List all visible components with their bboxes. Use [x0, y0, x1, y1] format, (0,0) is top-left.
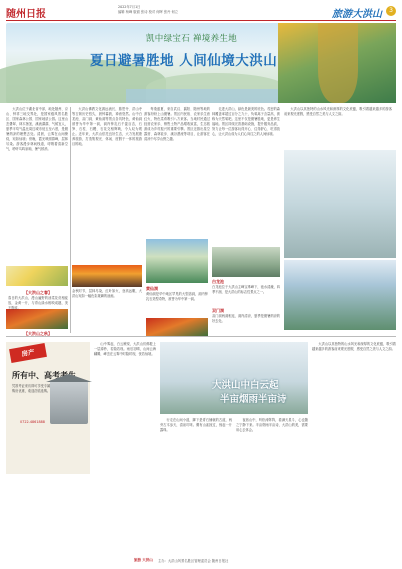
photo-stone-path — [212, 247, 280, 277]
feature-title-line1: 大洪山中白云起 — [212, 380, 279, 391]
article-column: 大洪山佛教文化源远流长，慈恩寺、洪山寺等古刹历史悠久，晨钟暮鼓，禅意悠然。山中白龙池、双门洞、黄仙洞等景点各具特色，黄仙洞被誉为华中第一洞，洞内钟乳石千姿百态，石笋、石柱、石幔、石花交相辉映，令人叹为观止。近年来，大洪山依托良好生态，大力发展康养旅游，打造集观光、休闲、度假于一体的旅游目的地。 — [72, 107, 142, 147]
hero-lake — [126, 89, 286, 103]
hero-banner — [6, 23, 396, 103]
masthead-rule — [6, 20, 396, 21]
caption-title: 黄仙洞 — [146, 286, 158, 291]
article-column: 夜宿山中，听松涛阵阵，看满天星斗，心也随之宁静下来。半亩烟雨半亩诗，大洪山的美，需要用心去体会。 — [236, 418, 308, 433]
article-column: 山中雾起，白云缭绕，大洪山仿佛披上一层薄纱，若隐若现。雨后初晴，山间云海翻腾，峰峦在云雾中时隐时现，恍若仙境。 — [94, 342, 156, 357]
issue-date: 2022年7月1日 — [118, 5, 141, 9]
ad-box — [6, 342, 90, 474]
article-column: 行走在山间小道，脚下是青石铺就的古道，两旁古木参天，清泉叮咚。偶有山雀掠过，惊起一片露珠。 — [160, 418, 232, 433]
hero-subtitle: 凯中绿宝石 禅境养生地 — [146, 34, 238, 44]
photo-spring — [6, 266, 68, 286]
photo-lake — [284, 260, 396, 330]
article-column: 大洪山以其独特的山水风光和深厚的文化底蕴，吸引着越来越多的游客前来观光度假，感受自然之美与人文之韵。 — [312, 342, 396, 352]
article-column: 每逢盛夏，来自武汉、襄阳、随州等地的游客纷纷上山避暑。景区内民宿、农家乐生意红火，特色菜肴吸引八方来客。当地村民通过经营农家乐、销售土特产品增收致富，生态旅游成为乡村振兴的重要引擎。景区还推出星空露营、森林徒步、溪谷漂流等项目，让游客在清凉中尽享山野之趣。 — [144, 107, 210, 142]
caption-title: 【大洪山之春】 — [24, 290, 52, 295]
editor-credits: 编辑 杨峰 版面 张诗 校对 何晖 张丹 何立 — [118, 9, 179, 14]
section-name: 旅游大洪山 — [332, 9, 382, 20]
caption-title: 双门洞 — [212, 308, 224, 313]
ad-title: 所有中、高考考生 — [12, 371, 76, 380]
issue-info — [118, 5, 178, 14]
photo-wooden-house — [284, 150, 396, 258]
ad-house-image — [50, 380, 88, 424]
ad-phone: 0722-4861888 — [20, 420, 45, 424]
feature-title-line2: 半亩烟雨半亩诗 — [220, 394, 287, 405]
footer-publisher: 主办：大洪山风景名胜区管理委员会 随州日报社 — [158, 559, 229, 563]
ad-badge: 房产 — [9, 343, 47, 363]
caption-text: 春日的大洪山，漫山遍野的油菜花竞相绽放，金黄一片，与青山绿水相映成趣，美不胜收。 — [8, 296, 68, 310]
caption-text: 双门洞两洞相连，洞内清凉，夏季是避暑纳凉的好去处。 — [212, 314, 280, 323]
photo-red-leaves — [146, 318, 208, 336]
caption-title: 白龙池 — [212, 279, 224, 284]
caption-text: 金秋时节，层林尽染，红叶如火，登高远眺，大洪山宛如一幅色彩斑斓的油画。 — [72, 289, 142, 298]
section-divider — [6, 336, 396, 337]
photo-river — [146, 239, 208, 283]
photo-autumn — [6, 309, 68, 329]
caption-title: 【大洪山之秋】 — [24, 331, 52, 336]
hero-autumn-trees — [318, 23, 358, 103]
caption-text: 黄仙洞是华中地区罕见的大型溶洞，洞内钟乳石造型奇特，被誉为华中第一洞。 — [146, 292, 208, 301]
caption-text: 白龙池位于大洪山主峰宝珠峰下，池水清澈，四季不涸，是大洪山的标志性景点之一。 — [212, 285, 280, 294]
page-number: 3 — [386, 6, 396, 16]
article-column: 大洪山以其独特的山水风光和深厚的文化底蕴，吸引着越来越多的游客前来观光度假，感受自然之美与人文之韵。 — [284, 107, 392, 117]
photo-sunset — [72, 265, 142, 287]
article-column: 大洪山位于湖北省中部，地处随州、京山、钟祥三地交界处，是国家级风景名胜区、国家森林公园、国家地质公园。这里山峦叠翠，林木葱茏，溪流潺潺，气候宜人，夏季平均气温比周边城市低五至六度，是避暑纳凉的理想去处。清晨，云雾在山间缭绕，宛如仙境；傍晚，霞光映照群峰，层林尽染。游客漫步林间栈道，呼吸着清新空气，聆听鸟鸣泉响，暑气顿消。 — [6, 107, 68, 152]
article-column: 走进大洪山，绿色是最美的底色。茂密的森林覆盖率超过百分之九十，负氧离子含量高，被称为天然氧吧。这里不仅是避暑胜地，更是养生福地。景区持续完善基础设施，提升服务品质，努力让每一位游客玩得开心、住得舒心、吃得放心，让大洪山成为人们心向往之的人间仙境。 — [212, 107, 280, 137]
footer — [6, 558, 396, 564]
ad-text: 凭准考证来访即可享受专属购房优惠，欢迎莅临选购。 — [12, 384, 51, 393]
column-rule — [70, 107, 71, 333]
paper-name: 随州日报 — [6, 9, 46, 20]
hero-title: 夏日避暑胜地 人间仙境大洪山 — [90, 53, 278, 69]
footer-section: 旅游 大洪山 — [134, 558, 153, 562]
